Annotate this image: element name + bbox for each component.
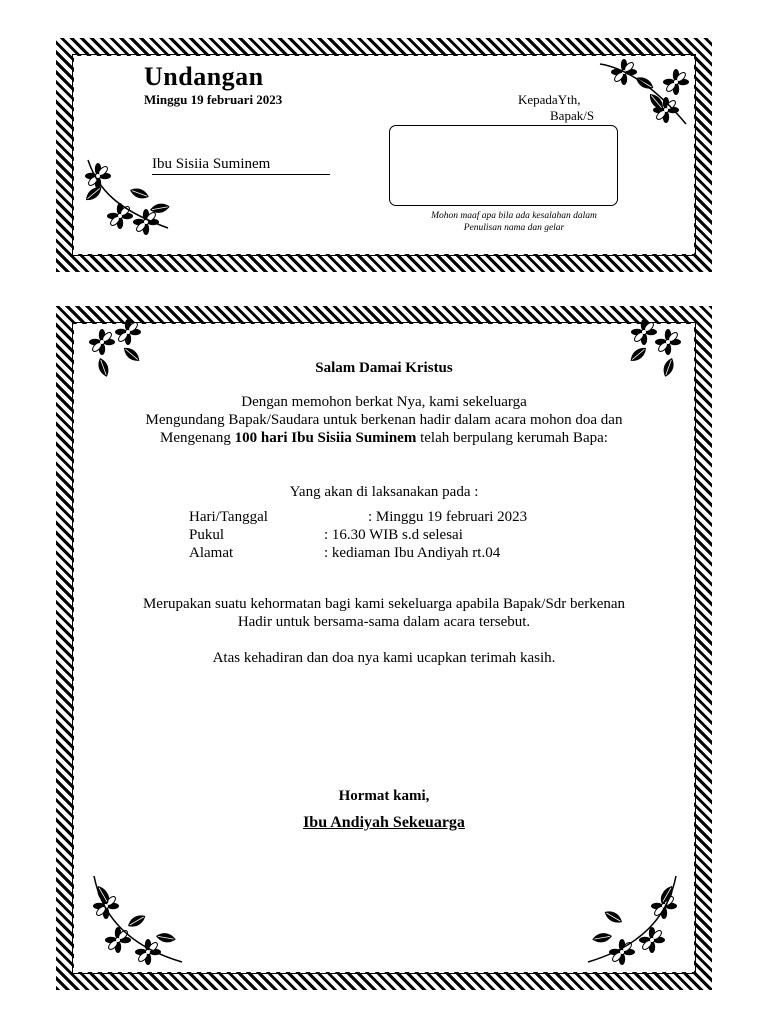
envelope-date: Minggu 19 februari 2023 [144, 92, 283, 107]
signature-name: Ibu Andiyah Sekeuarga [303, 814, 465, 831]
thanks-line: Atas kehadiran dan doa nya kami ucapkan terimah kasih. [212, 650, 556, 666]
closing: Hormat kami, [338, 788, 430, 804]
floral-ornament-icon [78, 150, 174, 238]
detail-value-time: : 16.30 WIB s.d selesai [324, 527, 463, 543]
schedule-intro: Yang akan di laksanakan pada : [289, 484, 479, 500]
signature [56, 814, 712, 832]
paragraph2-line-1: Merupakan suatu kehormatan bagi kami sekeluarga apabila Bapak/Sdr berkenan [142, 596, 626, 612]
recipient-address-box [389, 125, 618, 206]
floral-ornament-icon [78, 866, 188, 976]
detail-label-address: Alamat [189, 545, 234, 561]
envelope-to-label-2: Bapak/S [550, 108, 595, 123]
detail-value-date: : Minggu 19 februari 2023 [368, 509, 528, 525]
envelope-card [56, 38, 712, 272]
envelope-apology-note [386, 210, 642, 234]
greeting: Salam Damai Kristus [315, 360, 453, 376]
envelope-to-label: KepadaYth, [518, 92, 581, 107]
note-line-1: Mohon maaf apa bila ada kesalahan dalam [431, 211, 597, 221]
note-line-2: Penulisan nama dan gelar [463, 223, 565, 233]
paragraph-line-3 [56, 429, 712, 447]
invitation-letter-card [56, 306, 712, 990]
paragraph-line-2: Mengundang Bapak/Saudara untuk berkenan hadir dalam acara mohon doa dan [145, 412, 623, 428]
envelope-deceased-name: Ibu Sisiia Suminem [152, 156, 330, 175]
paragraph-line-1: Dengan memohon berkat Nya, kami sekeluarga [241, 394, 527, 410]
paragraph-line-3-post: telah berpulang kerumah Bapa: [416, 430, 608, 446]
paragraph2-line-2: Hadir untuk bersama-sama dalam acara tersebut. [237, 614, 531, 630]
floral-ornament-icon [582, 866, 692, 976]
detail-label-date: Hari/Tanggal [189, 509, 268, 525]
floral-ornament-icon [596, 58, 692, 128]
paragraph-line-3-pre: Mengenang [160, 430, 235, 446]
detail-label-time: Pukul [189, 527, 225, 543]
memorial-highlight: 100 hari Ibu Sisiia Suminem [234, 430, 417, 446]
detail-value-address: : kediaman Ibu Andiyah rt.04 [324, 545, 501, 561]
envelope-title: Undangan [144, 62, 264, 91]
